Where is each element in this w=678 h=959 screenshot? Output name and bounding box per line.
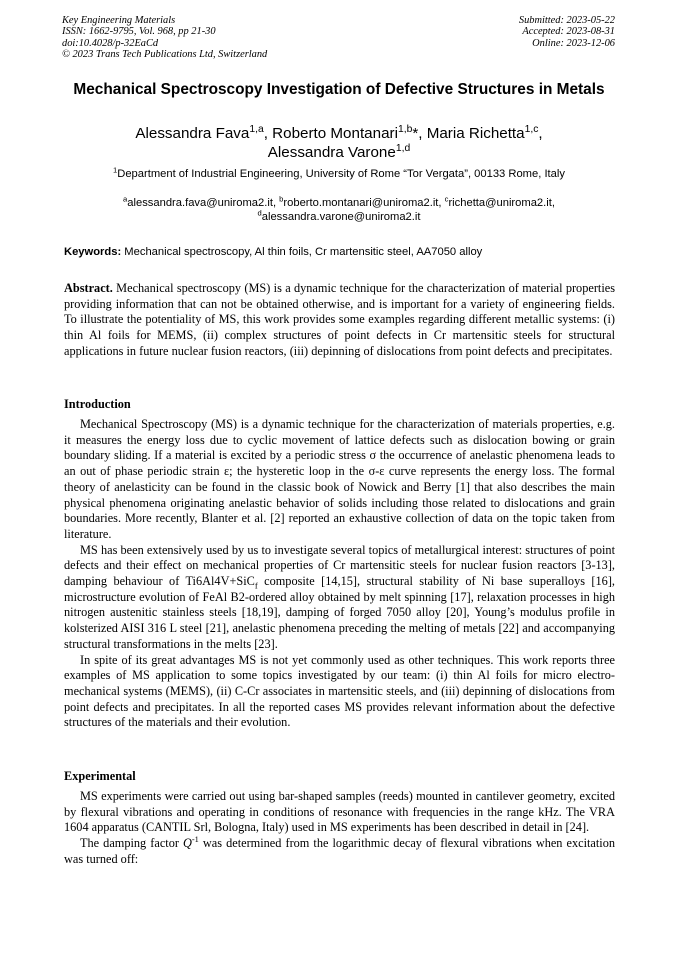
superscript: -1 xyxy=(191,835,199,845)
online-date: Online: 2023-12-06 xyxy=(532,37,615,49)
author-separator: , xyxy=(538,125,543,142)
author-affil-marker: 1,a xyxy=(249,123,264,135)
author-affil-marker: 1,c xyxy=(524,123,539,135)
paragraph xyxy=(64,543,615,653)
damping-symbol: Q xyxy=(183,836,192,851)
paragraph: Mechanical Spectroscopy (MS) is a dynamic technique for the characterization of materials properties, e.g. it measures the energy loss due to cyclic movement of lattice defects such as dislocation bowing or grain boundary sliding. If a material is excited by a periodic stress σ the occurrence of anelastic phenomena leads to an out of phase periodic strain ε; the hysteretic loop in the σ-ε curve represents the energy loss. The formal theory of anelasticity can be found in the classic book of Nowick and Berry [1] that also describes the main physical phenomena originating anelastic behavior of solids including those related to dislocations and grain boundaries. More recently, Blanter et al. [2] reported an exhaustive collection of data on the topic taken from literature. xyxy=(64,417,615,541)
email-list xyxy=(60,196,618,224)
email-link[interactable]: richetta@uniroma2.it, xyxy=(448,197,555,209)
paragraph-text: composite [14,15], structural stability of Ni base superalloys [16], microstructure evolution of FeAl B2-ordered alloy obtained by melt spinning [17], relaxation processes in high nitrogen austenitic stainless steels [18,19], damping of forged 7050 alloy [20], Young’s modulus profile in kolsterized AISI 316 L steel [21], anelastic phenomena preceding the melting of metals [22] and accompanying structural transformations in the melts [23]. xyxy=(64,574,615,651)
experimental-section xyxy=(64,789,615,868)
copyright: © 2023 Trans Tech Publications Ltd, Switzerland xyxy=(62,49,268,61)
submitted-date: Submitted: 2023-05-22 xyxy=(518,15,615,26)
email-link[interactable]: alessandra.varone@uniroma2.it xyxy=(261,211,421,223)
email-marker: b xyxy=(279,194,284,204)
section-heading-introduction: Introduction xyxy=(64,397,131,411)
corresponding-mark: * xyxy=(412,125,419,142)
email-marker: c xyxy=(444,194,449,204)
email-marker: d xyxy=(257,208,262,218)
subscript: f xyxy=(254,580,258,591)
paragraph-text: MS has been extensively used by us to investigate several topics of metallurgical interest: structures of point defects and their effect on mechanical properties of Cr martensitic steels for nuclear fusion reactors [3-13], damping behaviour of Ti6Al4V+SiC xyxy=(64,542,615,589)
email-link[interactable]: roberto.montanari@uniroma2.it, xyxy=(283,197,445,209)
paragraph: MS experiments were carried out using bar-shaped samples (reeds) mounted in cantilever geometry, excited by flexural vibrations and operating in conditions of resonance with frequencies in the range kHz. The VRA 1604 apparatus (CANTIL Srl, Bologna, Italy) used in MS experiments has been described in detail in [24]. xyxy=(64,789,615,835)
author-name: Roberto Montanari xyxy=(272,125,398,142)
issn: ISSN: 1662-9795, Vol. 968, pp 21-30 xyxy=(62,26,216,38)
keywords-label: Keywords: xyxy=(64,246,122,258)
journal-name: Key Engineering Materials xyxy=(62,15,176,26)
email-link[interactable]: alessandra.fava@uniroma2.it, xyxy=(127,197,280,209)
abstract-text: Mechanical spectroscopy (MS) is a dynamic technique for the characterization of material properties providing information that can not be obtained otherwise, and is important for a variety of engineering fields. To illustrate the potentiality of MS, this work provides some examples regarding different metallic systems: (i) thin Al foils for MEMS, (ii) complex structures of point defects in Cr martensitic steels for structural applications in future nuclear fusion reactors, (iii) depinning of dislocations from point defects and precipitates. xyxy=(64,281,615,358)
author-affil-marker: 1,d xyxy=(395,142,411,154)
keywords-text: Mechanical spectroscopy, Al thin foils, Cr martensitic steel, AA7050 alloy xyxy=(121,246,483,258)
paragraph-text: was determined from the logarithmic decay of flexural vibrations when excitation was turned off: xyxy=(64,836,615,866)
dates-header xyxy=(519,15,615,49)
paper-title: Mechanical Spectroscopy Investigation of Defective Structures in Metals xyxy=(73,81,605,98)
paragraph-text: The damping factor xyxy=(80,836,183,851)
introduction-section xyxy=(64,417,615,731)
section-heading-experimental: Experimental xyxy=(64,769,136,783)
affiliation-text: Department of Industrial Engineering, University of Rome “Tor Vergata”, 00133 Rome, Italy xyxy=(117,168,565,180)
author-name: Maria Richetta xyxy=(426,125,525,142)
paragraph: In spite of its great advantages MS is not yet commonly used as other techniques. This work reports three examples of MS application to some topics investigated by our team: (i) thin Al foils for micro electro-mechanical systems (MEMS), (ii) C-Cr associates in martensitic steels, and (iii) depinning of dislocations from point defects and precipitates. In all the reported cases MS provides relevant information about the defective structures of the materials and their evolution. xyxy=(64,652,615,730)
author-affil-marker: 1,b xyxy=(397,123,413,135)
affiliation-marker: 1 xyxy=(113,165,118,175)
email-marker: a xyxy=(123,194,128,204)
author-name: Alessandra Fava xyxy=(135,125,250,142)
author-separator: , xyxy=(418,125,427,142)
keywords xyxy=(64,245,616,259)
accepted-date: Accepted: 2023-08-31 xyxy=(522,26,615,38)
abstract-label: Abstract. xyxy=(64,281,113,295)
journal-header xyxy=(62,15,267,61)
author-separator: , xyxy=(263,125,273,142)
author-list xyxy=(70,124,608,162)
abstract xyxy=(64,281,615,360)
paragraph xyxy=(64,836,615,867)
author-name: Alessandra Varone xyxy=(267,144,396,161)
doi: doi:10.4028/p-32EaCd xyxy=(62,37,159,49)
affiliation xyxy=(60,167,618,181)
